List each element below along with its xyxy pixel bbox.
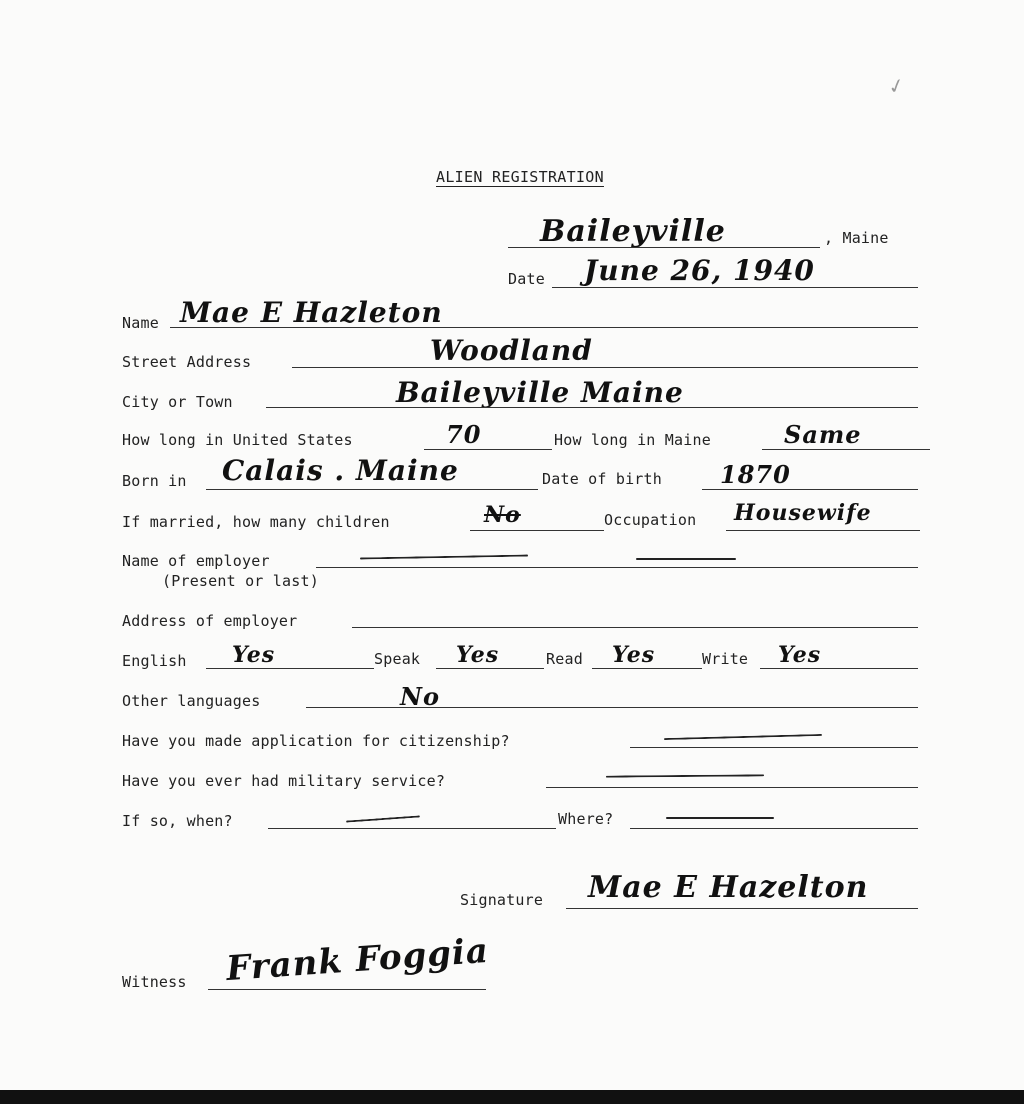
- how-long-maine-line: [762, 449, 930, 450]
- citizenship-line: [630, 747, 918, 748]
- street-value: Woodland: [430, 334, 593, 367]
- occupation-value: Housewife: [734, 500, 872, 526]
- children-line: [470, 530, 604, 531]
- name-value: Mae E Hazleton: [180, 296, 443, 329]
- occupation-line: [726, 530, 920, 531]
- employer-label: Name of employer: [122, 552, 270, 570]
- witness-line: [208, 989, 486, 990]
- name-line: [170, 327, 918, 328]
- english-line: [206, 668, 374, 669]
- other-languages-value: No: [400, 682, 440, 711]
- when-line: [268, 828, 556, 829]
- born-in-line: [206, 489, 538, 490]
- born-in-label: Born in: [122, 472, 187, 490]
- date-value: June 26, 1940: [584, 254, 815, 287]
- form-title: ALIEN REGISTRATION: [436, 168, 604, 186]
- write-value: Yes: [778, 642, 822, 668]
- date-line: [552, 287, 918, 288]
- scan-bottom-border: [0, 1090, 1024, 1104]
- how-long-us-label: How long in United States: [122, 431, 353, 449]
- other-languages-line: [306, 707, 918, 708]
- date-label: Date: [508, 270, 545, 288]
- street-label: Street Address: [122, 353, 252, 371]
- speak-line: [436, 668, 544, 669]
- city-line: [266, 407, 918, 408]
- military-dash: [606, 774, 764, 777]
- english-label: English: [122, 652, 187, 670]
- english-value: Yes: [232, 642, 276, 668]
- military-line: [546, 787, 918, 788]
- employer-address-line: [352, 627, 918, 628]
- city-label: City or Town: [122, 393, 233, 411]
- speak-label: Speak: [374, 650, 421, 668]
- town-line: [508, 247, 820, 248]
- employer-address-label: Address of employer: [122, 612, 298, 630]
- witness-value: Frank Foggia: [224, 930, 491, 990]
- where-line: [630, 828, 918, 829]
- speak-value: Yes: [456, 642, 500, 668]
- where-dash: [666, 817, 774, 819]
- write-label: Write: [702, 650, 749, 668]
- street-line: [292, 367, 918, 368]
- citizenship-label: Have you made application for citizenship?: [122, 732, 510, 750]
- children-label: If married, how many children: [122, 513, 390, 531]
- name-label: Name: [122, 314, 159, 332]
- employer-sub-label: (Present or last): [162, 572, 319, 590]
- read-label: Read: [546, 650, 583, 668]
- how-long-us-line: [424, 449, 552, 450]
- dob-line: [702, 489, 918, 490]
- when-label: If so, when?: [122, 812, 233, 830]
- children-value: No: [484, 502, 521, 528]
- where-label: Where?: [558, 810, 614, 828]
- signature-line: [566, 908, 918, 909]
- dob-label: Date of birth: [542, 470, 662, 488]
- citizenship-dash: [664, 734, 822, 740]
- employer-dash-1: [360, 555, 528, 560]
- how-long-maine-label: How long in Maine: [554, 431, 711, 449]
- employer-line: [316, 567, 918, 568]
- occupation-label: Occupation: [604, 511, 697, 529]
- other-languages-label: Other languages: [122, 692, 261, 710]
- military-label: Have you ever had military service?: [122, 772, 446, 790]
- signature-value: Mae E Hazelton: [588, 870, 869, 905]
- dob-value: 1870: [720, 460, 791, 489]
- when-dash: [346, 815, 420, 822]
- employer-dash-2: [636, 558, 736, 560]
- city-value: Baileyville Maine: [396, 376, 684, 409]
- town-value: Baileyville: [540, 214, 726, 249]
- born-in-value: Calais . Maine: [222, 454, 459, 487]
- read-value: Yes: [612, 642, 656, 668]
- how-long-us-value: 70: [446, 420, 482, 449]
- check-mark-icon: ✓: [885, 72, 908, 100]
- signature-label: Signature: [460, 891, 544, 909]
- write-line: [760, 668, 918, 669]
- how-long-maine-value: Same: [784, 420, 862, 449]
- witness-label: Witness: [122, 973, 187, 991]
- read-line: [592, 668, 702, 669]
- state-label: , Maine: [824, 229, 889, 247]
